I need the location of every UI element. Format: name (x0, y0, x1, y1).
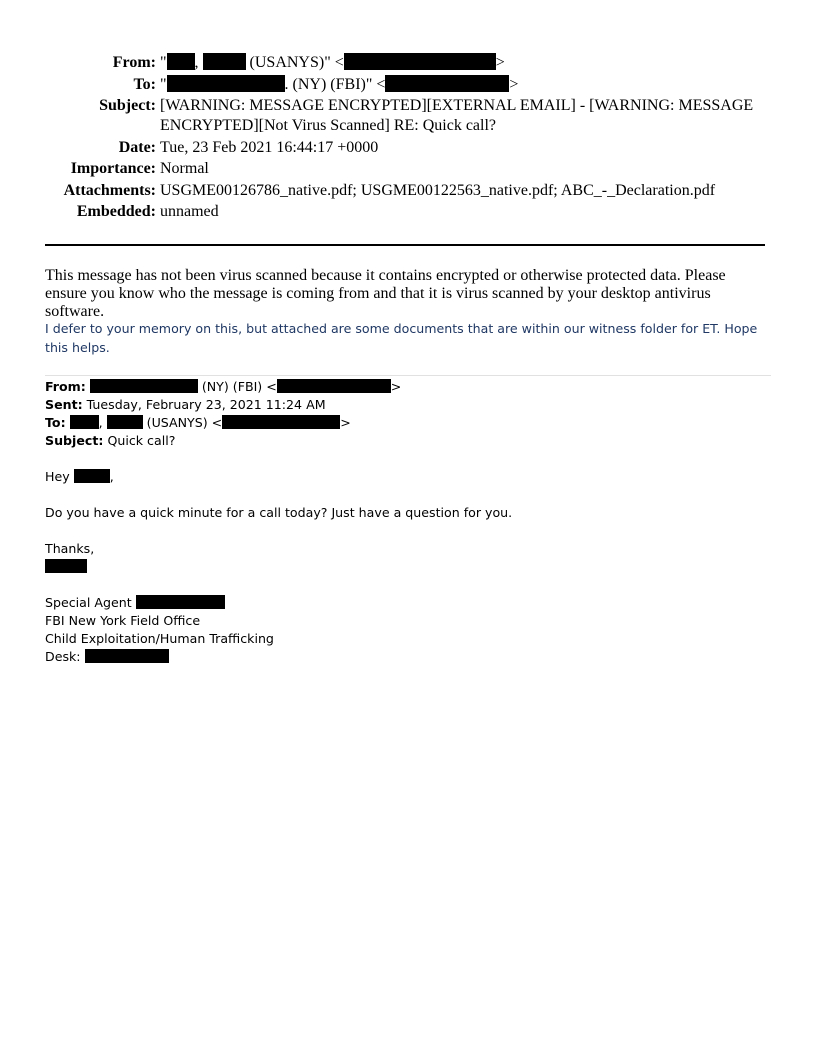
orig-to-comma: , (98, 415, 103, 430)
orig-sent-line (45, 396, 765, 414)
importance-value: Normal (160, 160, 209, 177)
signature-office: FBI New York Field Office (45, 613, 201, 628)
redaction-box (167, 75, 285, 92)
redaction-box (385, 75, 509, 92)
signature-unit: Child Exploitation/Human Trafficking (45, 631, 274, 646)
from-comma: , (194, 54, 199, 71)
from-end: > (495, 54, 505, 71)
message-body: Do you have a quick minute for a call today? Just have a question for you. (45, 505, 513, 520)
virus-scan-notice: This message has not been virus scanned because it contains encrypted or otherwise protected data. Please ensure you know who the message is coming from and that it is virus scanned by your desktop antivirus software. (45, 267, 726, 320)
from-value (160, 53, 760, 73)
header-embedded-row (0, 202, 816, 222)
redaction-box (70, 415, 99, 429)
redaction-box (203, 53, 246, 70)
redaction-box (85, 649, 169, 663)
header-date-row (0, 138, 816, 158)
orig-sent-value: Tuesday, February 23, 2021 11:24 AM (82, 397, 326, 412)
date-label: Date: (118, 138, 156, 156)
signature-name-line (45, 558, 765, 576)
signature-desk-line (45, 648, 765, 666)
reply-body: I defer to your memory on this, but attached are some documents that are within our witness folder for ET. Hope this helps. (45, 321, 758, 355)
spacer (45, 486, 765, 504)
header-subject-row (0, 96, 816, 136)
orig-subject-label: Subject: (45, 433, 104, 448)
header-to-row (0, 75, 816, 95)
header-from-row (0, 53, 816, 73)
from-org: (USANYS)" < (245, 54, 344, 71)
spacer (45, 450, 765, 468)
to-value (160, 75, 760, 95)
redaction-box (74, 469, 110, 483)
signature-desk-label: Desk: (45, 649, 85, 664)
spacer (45, 522, 765, 540)
redaction-box (45, 559, 87, 573)
greeting-text: Hey (45, 469, 74, 484)
orig-from-label: From: (45, 379, 86, 394)
greeting-comma: , (109, 469, 114, 484)
orig-sent-label: Sent: (45, 397, 83, 412)
orig-to-label: To: (45, 415, 66, 430)
redaction-box (222, 415, 340, 429)
attachments-value: USGME00126786_native.pdf; USGME00122563_native.pdf; ABC_-_Declaration.pdf (160, 181, 716, 199)
orig-to-line (45, 414, 765, 432)
orig-subject-value: Quick call? (103, 433, 176, 448)
subject-value: [WARNING: MESSAGE ENCRYPTED][EXTERNAL EMAIL] - [WARNING: MESSAGE ENCRYPTED][Not Virus Scanned] RE: Quick call? (160, 97, 754, 134)
signature-title: Special Agent (45, 595, 136, 610)
to-org: . (NY) (FBI)" < (284, 75, 386, 93)
redaction-box (167, 53, 195, 70)
redaction-box (107, 415, 143, 429)
orig-from-line (45, 378, 765, 396)
email-header (0, 53, 816, 224)
to-label: To: (133, 75, 156, 93)
date-value: Tue, 23 Feb 2021 16:44:17 +0000 (160, 138, 379, 156)
orig-subject-line (45, 432, 765, 450)
orig-from-end: > (390, 379, 402, 394)
attachments-label: Attachments: (63, 181, 156, 199)
header-importance-row (0, 159, 816, 179)
redaction-box (277, 379, 391, 393)
signature-title-line (45, 594, 765, 612)
to-quote: " (160, 75, 167, 93)
redaction-box (344, 53, 496, 70)
quoted-message-separator (45, 375, 771, 376)
subject-label: Subject: (99, 97, 156, 114)
greeting-line (45, 468, 765, 486)
from-quote: " (160, 54, 167, 71)
header-attachments-row (0, 181, 816, 201)
importance-label: Importance: (70, 160, 156, 177)
orig-to-org: (USANYS) < (142, 415, 223, 430)
redaction-box (90, 379, 198, 393)
embedded-value: unnamed (160, 203, 219, 220)
orig-from-org: (NY) (FBI) < (197, 379, 277, 394)
from-label: From: (112, 54, 156, 71)
orig-to-end: > (340, 415, 351, 430)
header-divider (45, 244, 765, 246)
embedded-label: Embedded: (76, 203, 156, 220)
to-end: > (509, 75, 519, 93)
redaction-box (136, 595, 225, 609)
closing-line: Thanks, (45, 541, 95, 556)
quoted-message (45, 378, 765, 666)
spacer (45, 576, 765, 594)
